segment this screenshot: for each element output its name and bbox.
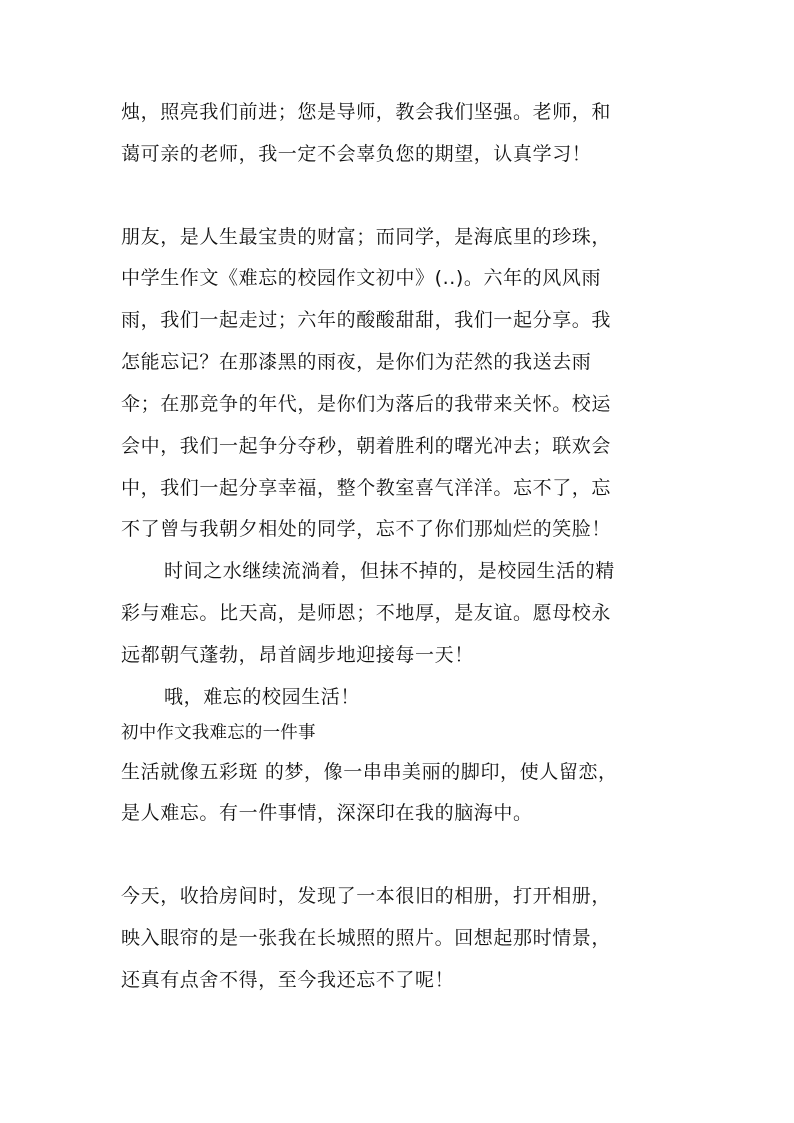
text-line: 雨，我们一起走过；六年的酸酸甜甜，我们一起分享。我 [121, 309, 612, 331]
text-line: 蔼可亲的老师，我一定不会辜负您的期望，认真学习！ [121, 143, 592, 165]
text-line: 还真有点舍不得，至今我还忘不了呢！ [121, 969, 455, 991]
section-heading: 初中作文我难忘的一件事 [121, 723, 316, 743]
text-line: 朋友，是人生最宝贵的财富；而同学，是海底里的珍珠， [121, 226, 612, 248]
text-line: 哦，难忘的校园生活！ [164, 686, 361, 708]
text-line: 彩与难忘。比天高，是师恩；不地厚，是友谊。愿母校永 [121, 602, 612, 624]
text-line: 中，我们一起分享幸福，整个教室喜气洋洋。忘不了，忘 [121, 477, 612, 499]
text-line: 怎能忘记？在那漆黑的雨夜，是你们为茫然的我送去雨 [121, 351, 592, 373]
text-line: 中学生作文《难忘的校园作文初中》(..)。六年的风风雨 [121, 267, 602, 289]
text-line: 远都朝气蓬勃，昂首阔步地迎接每一天！ [121, 644, 474, 666]
text-line: 会中，我们一起争分夺秒，朝着胜利的曙光冲去；联欢会 [121, 435, 612, 457]
text-line: 是人难忘。有一件事情，深深印在我的脑海中。 [121, 802, 533, 824]
text-line: 烛，照亮我们前进；您是导师，教会我们坚强。老师，和 [121, 101, 612, 123]
text-line: 生活就像五彩斑 的梦，像一串串美丽的脚印，使人留恋， [121, 761, 618, 783]
text-line: 伞；在那竞争的年代，是你们为落后的我带来关怀。校运 [121, 393, 612, 415]
text-line: 今天，收拾房间时，发现了一本很旧的相册，打开相册， [121, 885, 612, 907]
text-line: 时间之水继续流淌着，但抹不掉的，是校园生活的精 [164, 560, 615, 582]
text-line: 不了曾与我朝夕相处的同学，忘不了你们那灿烂的笑脸！ [121, 518, 612, 540]
text-line: 映入眼帘的是一张我在长城照的照片。回想起那时情景， [121, 927, 612, 949]
